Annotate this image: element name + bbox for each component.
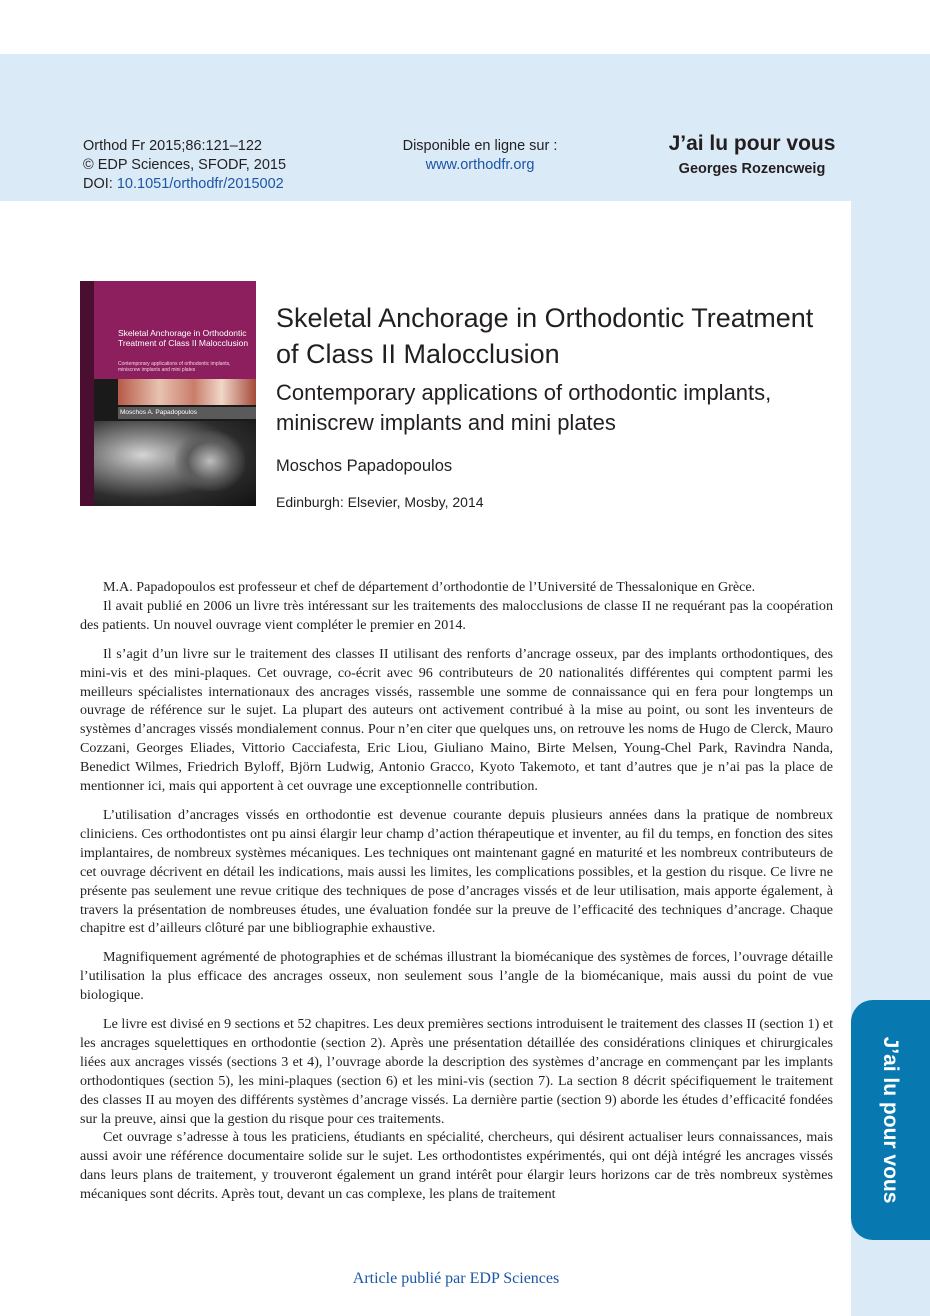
column-author: Georges Rozencweig: [678, 161, 826, 177]
review-body: [80, 578, 833, 1204]
online-url-link[interactable]: www.orthodfr.org: [425, 157, 535, 173]
column-title: J’ai lu pour vous: [668, 132, 836, 155]
citation-line: Orthod Fr 2015;86:121–122: [83, 138, 262, 154]
cover-spine-strip: [80, 281, 94, 506]
body-paragraph: Il avait publié en 2006 un livre très intéressant sur les traitements des malocclusions de classe II ne requérant pas la coopération des patients. Un nouvel ouvrage vient compléter le premier en 2014.: [80, 597, 833, 633]
body-paragraph: M.A. Papadopoulos est professeur et chef de département d’orthodontie de l’Université de Thessalonique en Grèce.: [103, 579, 756, 595]
cover-title: Skeletal Anchorage in Orthodontic Treatment of Class II Malocclusion: [118, 328, 249, 348]
book-subtitle: Contemporary applications of orthodontic implants, miniscrew implants and mini plates: [276, 380, 772, 435]
body-paragraph: L’utilisation d’ancrages vissés en orthodontie est devenue courante depuis plusieurs années dans la pratique de nombreux cliniciens. Ces orthodontistes ont pu ainsi élargir leur champ d’action thérapeutique et inventer, au fil du temps, en fonction des sites implantaires, de nombreux systèmes mécaniques. Les techniques ont maintenant gagné en maturité et les nombreux contributeurs de cet ouvrage décrivent en détail les indications, mais aussi les limites, les complications possibles, et la gestion du risque. Ce livre ne présente pas seulement une revue critique des techniques de pose d’ancrages vissés et de leur utilisation, mais apporte également, à travers la présentation de nombreuses études, une évaluation fondée sur la preuve de l’efficacité des techniques d’ancrage. Chaque chapitre est d’ailleurs clôturé par une bibliographie exhaustive.: [80, 806, 833, 937]
citation-block: [83, 137, 286, 194]
cover-skull-xray: [175, 431, 245, 491]
body-paragraph: Le livre est divisé en 9 sections et 52 chapitres. Les deux premières sections introduisent le traitement des classes II (section 1) et les ancrages squelettiques en orthodontie (section 2). Après une présentation détaillée des considérations cliniques et chirurgicales liées aux ancrages vissés (sections 3 et 4), l’ouvrage aborde la description des systèmes d’ancrage en commençant par les implants orthodontiques (section 5), les mini-plaques (section 6) et les mini-vis (section 7). La section 8 décrit spécifiquement le traitement des classes II au moyen des différents systèmes d’ancrage vissés. La dernière partie (section 9) aborde les études d’efficacité fondées sur la preuve, ainsi que la gestion du risque pour ces traitements.: [80, 1016, 833, 1127]
cover-author: Moschos A. Papadopoulos: [118, 407, 256, 419]
cover-dental-photo: [118, 379, 256, 405]
side-tab-label: J’ai lu pour vous: [879, 1036, 902, 1204]
publisher-footer: Article publié par EDP Sciences: [352, 1270, 560, 1287]
body-paragraph: Il s’agit d’un livre sur le traitement des classes II utilisant des renforts d’ancrage osseux, par des implants orthodontiques, des mini-vis et des mini-plaques. Cet ouvrage, co-écrit avec 96 contributeurs de 20 nationalités différentes qui comptent parmi les meilleurs spécialistes internationaux des ancrages vissés, rassemble une somme de connaissance qui en fera pour longtemps un ouvrage de référence sur le sujet. La plupart des auteurs ont activement contribué à la mise au point, ou sont les inventeurs de systèmes d’ancrages vissés mondialement connus. Pour n’en citer que quelques uns, on retrouve les noms de Hugo de Clerck, Mauro Cozzani, Georges Eliades, Vittorio Cacciafesta, Eric Liou, Giuliano Maino, Birte Melsen, Young-Chel Park, Ravindra Nanda, Benedict Wilmes, Friedrich Byloff, Björn Ludwig, Antonio Gracco, Kyoto Takemoto, et tant d’autres que je n’ai pas la place de mentionner ici, mais qui apportent à cet ouvrage une exceptionnelle contribution.: [80, 645, 833, 795]
column-header: [656, 131, 848, 181]
copyright-line: © EDP Sciences, SFODF, 2015: [83, 157, 287, 173]
doi-line: [83, 175, 286, 194]
online-availability: [380, 137, 580, 175]
cover-subtitle: Contemporary applications of orthodontic implants, miniscrew implants and mini plates: [118, 361, 231, 373]
book-title: Skeletal Anchorage in Orthodontic Treatment of Class II Malocclusion: [276, 303, 814, 369]
book-cover-image: [80, 281, 256, 506]
body-paragraph: Magnifiquement agrémenté de photographies et de schémas illustrant la biomécanique des systèmes de forces, l’ouvrage détaille l’utilisation la plus efficace des ancrages osseux, non seulement sous l’angle de la biomécanique, mais aussi du point de vue biologique.: [80, 949, 833, 1004]
book-author: Moschos Papadopoulos: [276, 457, 453, 475]
book-publisher: Edinburgh: Elsevier, Mosby, 2014: [276, 494, 484, 510]
doi-label: DOI:: [83, 176, 117, 192]
online-label: Disponible en ligne sur :: [402, 138, 558, 154]
doi-link[interactable]: 10.1051/orthodfr/2015002: [116, 176, 284, 192]
body-paragraph: Cet ouvrage s’adresse à tous les praticiens, étudiants en spécialité, chercheurs, qui désirent actualiser leurs connaissances, mais aussi avoir une référence documentaire solide sur le sujet. Les orthodontistes expérimentés, qui ont déjà intégré les ancrages vissés dans leurs plans de traitement, y trouveront également un grand intérêt pour élargir leurs horizons car de très nombreux systèmes mécaniques sont décrits. Après tout, devant un cas complexe, les plans de traitement: [80, 1129, 833, 1203]
